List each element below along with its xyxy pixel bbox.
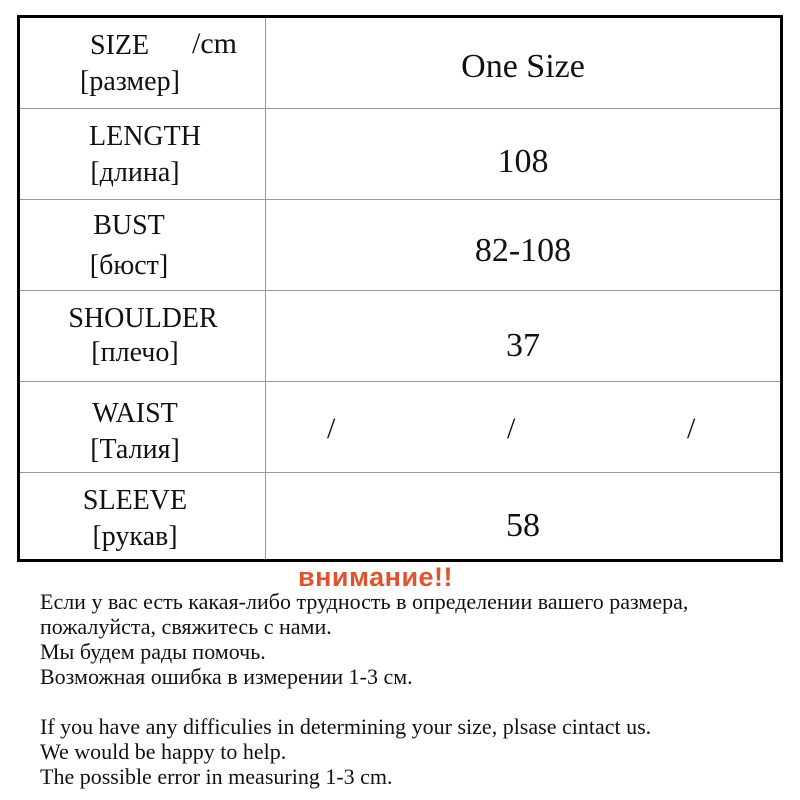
row-label-ru: [рукав] bbox=[92, 521, 178, 552]
waist-value-slash: / bbox=[507, 412, 516, 445]
table-row-bust bbox=[20, 200, 780, 291]
size-label: SIZE bbox=[90, 30, 150, 61]
value-cell bbox=[266, 382, 780, 472]
row-label-ru: [длина] bbox=[90, 157, 180, 188]
table-row-shoulder bbox=[20, 291, 780, 382]
note-ru-line: пожалуйста, свяжитесь с нами. bbox=[40, 614, 332, 639]
row-label-en: SHOULDER bbox=[68, 303, 218, 334]
waist-value-slash: / bbox=[327, 412, 336, 445]
note-ru-line: Мы будем рады помочь. bbox=[40, 639, 266, 664]
row-label-en: SLEEVE bbox=[82, 485, 188, 516]
size-label-ru: [размер] bbox=[80, 66, 180, 97]
row-value: 82-108 bbox=[474, 232, 572, 269]
one-size-value: One Size bbox=[461, 48, 585, 85]
label-cell bbox=[20, 382, 266, 472]
table-row-length bbox=[20, 109, 780, 200]
unit-label: /cm bbox=[192, 27, 237, 60]
row-label-en: LENGTH bbox=[89, 121, 201, 152]
value-cell bbox=[266, 291, 780, 381]
attention-heading: внимание!! bbox=[298, 562, 454, 592]
table-row-sleeve bbox=[20, 473, 780, 559]
note-en-line: We would be happy to help. bbox=[40, 739, 287, 764]
note-ru-line: Возможная ошибка в измерении 1-3 см. bbox=[40, 664, 413, 689]
table-header-row bbox=[20, 18, 780, 109]
row-label-en: BUST bbox=[93, 210, 165, 241]
value-cell bbox=[266, 473, 780, 559]
waist-value-slash: / bbox=[687, 412, 696, 445]
label-cell bbox=[20, 200, 266, 290]
row-value: 37 bbox=[506, 327, 540, 364]
label-cell bbox=[20, 291, 266, 381]
row-value: 58 bbox=[506, 507, 540, 544]
table-row-waist bbox=[20, 382, 780, 473]
label-cell bbox=[20, 473, 266, 559]
row-label-ru: [Талия] bbox=[90, 434, 180, 465]
header-value-cell bbox=[266, 18, 780, 108]
row-label-ru: [бюст] bbox=[89, 250, 169, 281]
value-cell bbox=[266, 109, 780, 199]
label-cell bbox=[20, 109, 266, 199]
note-en-line: If you have any difficulies in determining your size, plsase cintact us. bbox=[40, 714, 652, 739]
value-cell bbox=[266, 200, 780, 290]
size-table bbox=[17, 15, 783, 562]
note-en-line: The possible error in measuring 1-3 cm. bbox=[40, 764, 393, 789]
row-label-en: WAIST bbox=[92, 398, 178, 429]
row-value: 108 bbox=[497, 143, 549, 180]
row-label-ru: [плечо] bbox=[91, 337, 179, 368]
header-label-cell bbox=[20, 18, 266, 108]
note-ru-line: Если у вас есть какая-либо трудность в определении вашего размера, bbox=[40, 589, 689, 614]
